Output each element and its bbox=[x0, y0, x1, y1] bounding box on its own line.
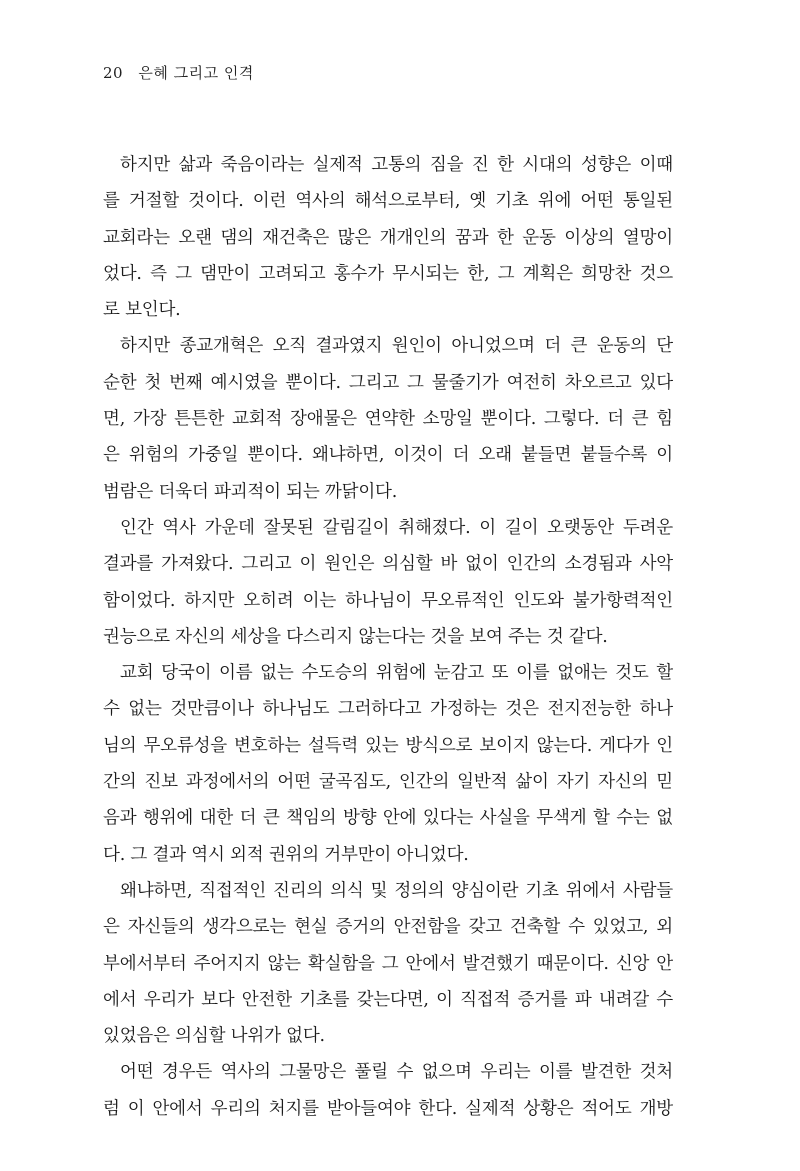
text-line: 함이었다. 하지만 오히려 이는 하나님이 무오류적인 인도와 불가항력적인 bbox=[103, 590, 673, 611]
text-line: 면, 가장 튼튼한 교회적 장애물은 연약한 소망일 뿐이다. 그렇다. 더 큰 힘 bbox=[103, 409, 673, 430]
text-line: 범람은 더욱더 파괴적이 되는 까닭이다. bbox=[103, 481, 398, 502]
text-line: 에서 우리가 보다 안전한 기초를 갖는다면, 이 직접적 증거를 파 내려갈 수 bbox=[103, 989, 673, 1010]
text-line: 다. 그 결과 역시 외적 권위의 거부만이 아니었다. bbox=[103, 844, 469, 865]
text-line: 수 없는 것만큼이나 하나님도 그러하다고 가정하는 것은 전지전능한 하나 bbox=[103, 699, 673, 720]
text-line: 럼 이 안에서 우리의 처지를 받아들여야 한다. 실제적 상황은 적어도 개방 bbox=[103, 1098, 673, 1119]
running-header bbox=[103, 62, 254, 83]
text-line: 교회라는 오랜 댐의 재건축은 많은 개개인의 꿈과 한 운동 이상의 열망이 bbox=[103, 227, 673, 248]
text-line: 었다. 즉 그 댐만이 고려되고 홍수가 무시되는 한, 그 계획은 희망찬 것으 bbox=[103, 263, 673, 284]
text-line: 있었음은 의심할 나위가 없다. bbox=[103, 1026, 325, 1047]
text-line: 음과 행위에 대한 더 큰 책임의 방향 안에 있다는 사실을 무색게 할 수는 없 bbox=[103, 808, 673, 829]
text-line: 님의 무오류성을 변호하는 설득력 있는 방식으로 보이지 않는다. 게다가 인 bbox=[103, 735, 673, 756]
text-line: 순한 첫 번째 예시였을 뿐이다. 그리고 그 물줄기가 여전히 차오르고 있다 bbox=[103, 372, 673, 393]
text-line: 부에서부터 주어지지 않는 확실함을 그 안에서 발견했기 때문이다. 신앙 안 bbox=[103, 953, 673, 974]
text-line: 은 위험의 가중일 뿐이다. 왜냐하면, 이것이 더 오래 붙들면 붙들수록 이 bbox=[103, 445, 673, 466]
text-line: 를 거절할 것이다. 이런 역사의 해석으로부터, 옛 기초 위에 어떤 통일된 bbox=[103, 191, 673, 212]
text-line: 권능으로 자신의 세상을 다스리지 않는다는 것을 보여 주는 것 같다. bbox=[103, 626, 608, 647]
text-line: 왜냐하면, 직접적인 진리의 의식 및 정의의 양심이란 기초 위에서 사람들 bbox=[120, 880, 673, 901]
body-text bbox=[103, 147, 673, 1127]
text-line: 어떤 경우든 역사의 그물망은 풀릴 수 없으며 우리는 이를 발견한 것처 bbox=[120, 1062, 673, 1083]
page-number: 20 bbox=[103, 64, 124, 82]
text-line: 인간 역사 가운데 잘못된 갈림길이 취해졌다. 이 길이 오랫동안 두려운 bbox=[120, 517, 673, 538]
text-line: 결과를 가져왔다. 그리고 이 원인은 의심할 바 없이 인간의 소경됨과 사악 bbox=[103, 554, 673, 575]
text-line: 하지만 삶과 죽음이라는 실제적 고통의 짐을 진 한 시대의 성향은 이때 bbox=[120, 155, 673, 175]
text-line: 로 보인다. bbox=[103, 300, 181, 321]
running-title: 은혜 그리고 인격 bbox=[138, 64, 254, 82]
text-line: 간의 진보 과정에서의 어떤 굴곡짐도, 인간의 일반적 삶이 자기 자신의 믿 bbox=[103, 772, 673, 793]
text-line: 은 자신들의 생각으로는 현실 증거의 안전함을 갖고 건축할 수 있었고, 외 bbox=[103, 917, 673, 938]
text-line: 하지만 종교개혁은 오직 결과였지 원인이 아니었으며 더 큰 운동의 단 bbox=[120, 336, 673, 357]
text-line: 교회 당국이 이름 없는 수도승의 위험에 눈감고 또 이를 없애는 것도 할 bbox=[120, 663, 673, 684]
